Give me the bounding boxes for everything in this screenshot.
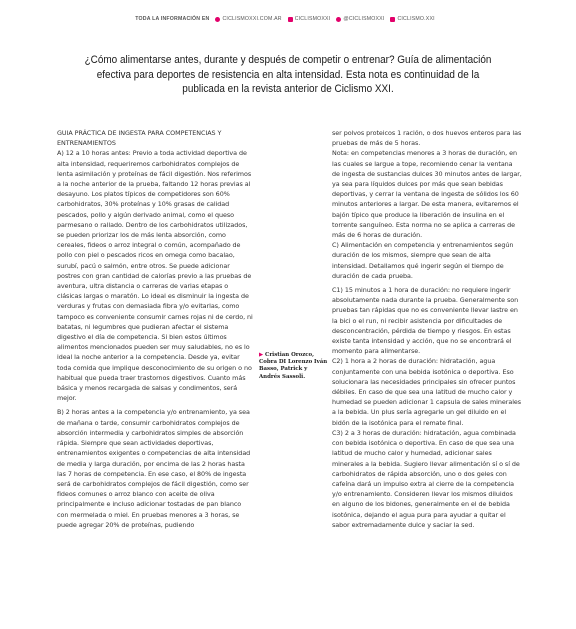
link-twitter-text: @CICLISMOXXI bbox=[343, 16, 385, 22]
section-heading: GUIA PRÁCTICA DE INGESTA PARA COMPETENCIAS Y ENTRENAMIENTOS bbox=[57, 129, 222, 148]
article-intro: ¿Cómo alimentarse antes, durante y después de competir o entrenar? Guía de alimentación efectiva para deportes de resistencia en alta intensidad. Esta nota es continuidad de la publicada en la revista anterior de Ciclismo XXI. bbox=[84, 54, 492, 95]
caption-text: Cristian Orozco, Cobra DI Lorenzo Iván Basso, Patrick y Andrés Sassoli. bbox=[259, 352, 328, 380]
globe-icon bbox=[215, 17, 220, 22]
link-instagram-text: CICLISMO.XXI bbox=[397, 16, 435, 22]
link-instagram[interactable] bbox=[390, 16, 434, 22]
paragraph-c1: C1) 15 minutos a 1 hora de duración: no requiere ingerir absolutamente nada durante la prueba. Generalmente son pruebas tan rápidas que no es conveniente llevar lastre en la bici o el run, ni recibir asistencia por dificultades de desconcentración, pérdida de tiempo y riesgos. En estas existe tanta intensidad y acción, que no se encontrará el momento para alimentarse. bbox=[332, 286, 519, 356]
article-column-left bbox=[57, 128, 253, 530]
top-info-lead: TODA LA INFORMACIÓN EN bbox=[135, 16, 210, 22]
top-info-bar bbox=[0, 12, 576, 26]
link-facebook-text: CICLISMOXXI bbox=[294, 16, 331, 22]
link-website-text: CICLISMOXXI.COM.AR bbox=[222, 16, 282, 22]
paragraph-b-continued: ser polvos proteicos 1 ración, o dos huevos enteros para las pruebas de más de 5 horas. bbox=[332, 129, 522, 148]
twitter-icon bbox=[336, 17, 341, 22]
link-facebook[interactable] bbox=[288, 16, 331, 22]
paragraph-b: B) 2 horas antes a la competencia y/o entrenamiento, ya sea de mañana o tarde, consumir carbohidratos complejos de absorción intermedia y carbohidratos simples de absorción rápida. Siempre que sean actividades deportivas, entrenamientos exigentes o competencias de alta intensidad de media y larga duración, por encima de las 2 horas hasta las 7 horas de competencia. En ese caso, el 80% de ingesta será de carbohidratos complejos de fácil digestión, como ser fideos comunes o arroz blanco con aceite de oliva principalmente e incluso adicionar tostadas de pan blanco con mermelada o miel. En pruebas menores a 3 horas, se puede agregar 20% de proteínas, pudiendo bbox=[57, 408, 251, 529]
link-website[interactable] bbox=[215, 16, 281, 22]
paragraph-c: C) Alimentación en competencia y entrenamientos según duración de los mismos, siempre que sean de alta intensidad. Detallamos qué ingerir según el tiempo de duración de cada prueba. bbox=[332, 241, 514, 280]
article-column-right bbox=[332, 128, 522, 530]
paragraph-a: A) 12 a 10 horas antes: Previo a toda actividad deportiva de alta intensidad, requeriremos carbohidratos complejos de lenta asimilación y proteínas de fácil digestión. Nos referimos a la noche anterior de la prueba, faltando 12 horas previas al desayuno. Los platos típicos de competidores son 60% carbohidratos, 30% proteínas y 10% grasas de calidad pescados, pollo y algún derivado animal, como el queso parmesano o rallado. Dentro de los carbohidratos utilizados, se pueden priorizar los de más lenta absorción, como cereales, fideos o arroz integral o común, acompañado de pollo con piel o pescados ricos en omega como bacalao, surubí, pacú o salmón, entre otros. Se puede adicionar postres con gran cantidad de calorías previo a las pruebas de aventura, ultra distancia o carreras de varias etapas o clásicas largas o maratón. Lo ideal es disminuir la ingesta de verduras y frutas con demasiada fibra y/o evitarlas, como tampoco es conveniente consumir carnes rojas ni de cerdo, ni batatas, ni legumbres que pudieran afectar el sistema digestivo el día de competencia. Si bien estos últimos alimentos mencionados pueden ser muy saludables, no es lo ideal la noche anterior a la competencia. Desde ya, evitar toda comida que implique desconocimiento de su origen o no habitual que pueda traer trastornos digestivos. Cuanto más básica y menos recargada de salsas y condimentos, será mejor. bbox=[57, 149, 253, 403]
photo-caption bbox=[259, 352, 329, 381]
paragraph-note: Nota: en competencias menores a 3 horas de duración, en las cuales se largue a tope, recomiendo cenar la ventana de ingesta de sustancias dulces 30 minutos antes de largar, ya sea para líquidos dulces por más que sean bebidas deportivas, y cerrar la ventana de ingesta de sólidos los 60 minutos anteriores a largar. De esta manera, evitaremos el bajón típico que produce la liberación de insulina en el torrente sanguíneo. Esta norma no se aplica a carreras de más de 6 horas de duración. bbox=[332, 149, 522, 240]
paragraph-c3: C3) 2 a 3 horas de duración: hidratación, agua combinada con bebida isotónica o deportiva. En caso de que sea una latitud de mucho calor y humedad, adicionar sales minerales a la bebida. Sugiero llevar alimentación sí o sí de carbohidratos de rápida absorción, uno o dos geles con cafeína dará un impulso extra al cierre de la competencia y/o entrenamiento. Consideren llevar los mismos diluidos en alguno de los bidones, generalmente en el de bebida isotónica, dejando el agua pura para ayudar a quitar el sabor extremadamente dulce y saciar la sed. bbox=[332, 428, 520, 529]
link-twitter[interactable] bbox=[336, 16, 384, 22]
caption-marker-icon: ▶ bbox=[259, 352, 264, 358]
instagram-icon bbox=[390, 17, 395, 22]
paragraph-c2: C2) 1 hora a 2 horas de duración: hidratación, agua conjuntamente con una bebida isotónica o deportiva. Eso solucionara las necesidades principales sin ofrecer puntos débiles. En caso de que sea una latitud de mucho calor y humedad se pueden adicionar 1 capsula de sales minerales a la bebida. Un plus sería agregarle un gel diluido en el bidón de la isotónica para el remate final. bbox=[332, 357, 522, 427]
facebook-icon bbox=[288, 17, 293, 22]
